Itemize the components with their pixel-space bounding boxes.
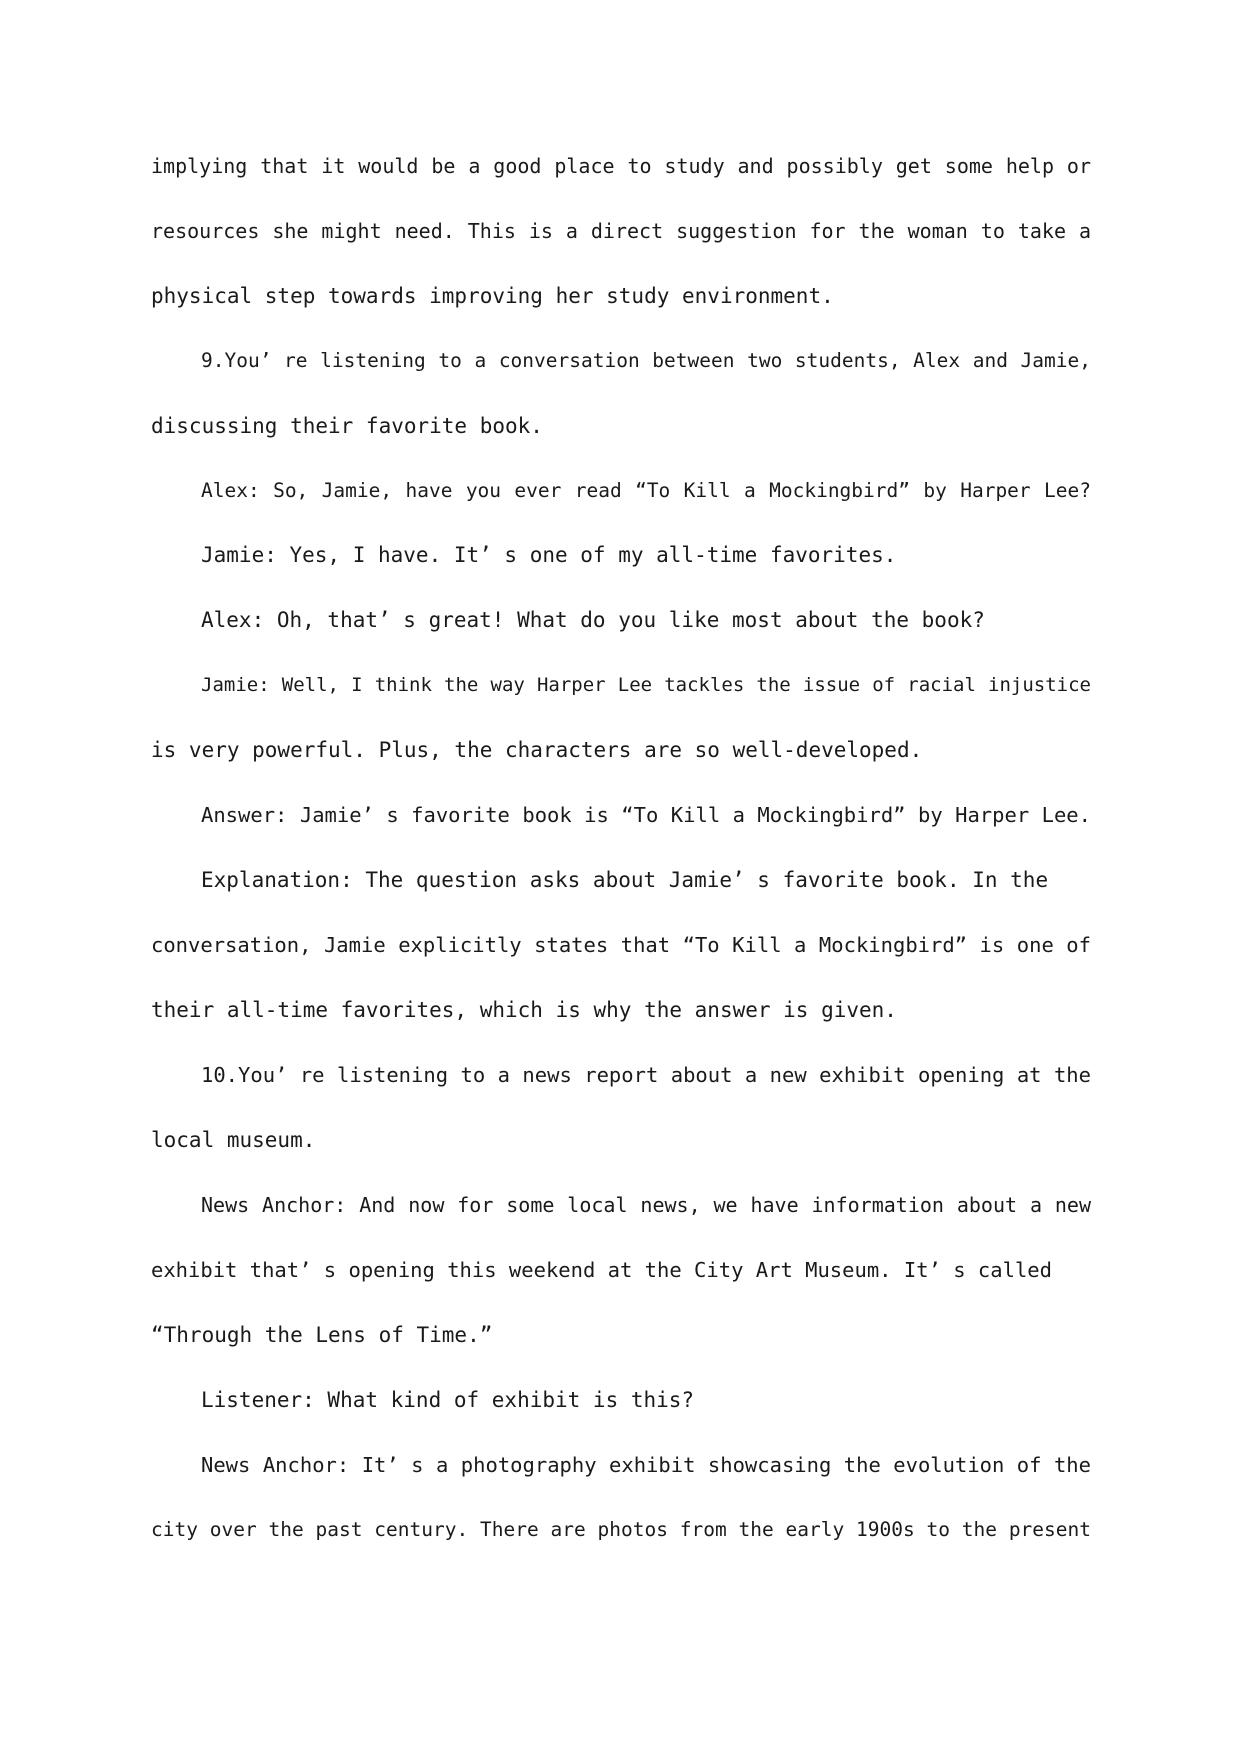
text-line: local museum. (151, 1128, 316, 1152)
dialogue-line: is very powerful. Plus, the characters are so well-developed. (151, 738, 923, 762)
answer-line: Answer: Jamie’ s favorite book is “To Kill a Mockingbird” by Harper Lee. (201, 803, 1091, 827)
dialogue-line: exhibit that’ s opening this weekend at the City Art Museum. It’ s called (151, 1258, 1052, 1282)
explanation-line: Explanation: The question asks about Jamie’ s favorite book. In the (201, 868, 1049, 892)
text-line: physical step towards improving her study environment. (151, 284, 834, 308)
dialogue-line: Jamie: Yes, I have. It’ s one of my all-time favorites. (201, 543, 897, 567)
question-9-intro: 9.You’ re listening to a conversation between two students, Alex and Jamie, (201, 349, 1091, 372)
text-line: resources she might need. This is a direct suggestion for the woman to take a (151, 219, 1091, 243)
text-line: discussing their favorite book. (151, 414, 543, 438)
dialogue-line: News Anchor: And now for some local news, we have information about a new (201, 1193, 1091, 1217)
text-line: “Through the Lens of Time.” (151, 1323, 493, 1347)
text-line: their all-time favorites, which is why the answer is given. (151, 998, 897, 1022)
text-line: conversation, Jamie explicitly states that “To Kill a Mockingbird” is one of (151, 933, 1091, 957)
text-line: implying that it would be a good place to study and possibly get some help or (151, 154, 1091, 178)
text-line: city over the past century. There are photos from the early 1900s to the present (151, 1518, 1091, 1541)
dialogue-line: News Anchor: It’ s a photography exhibit showcasing the evolution of the (201, 1453, 1091, 1477)
dialogue-line: Jamie: Well, I think the way Harper Lee tackles the issue of racial injustice (201, 674, 1091, 696)
dialogue-line: Listener: What kind of exhibit is this? (201, 1388, 695, 1412)
dialogue-line: Alex: So, Jamie, have you ever read “To Kill a Mockingbird” by Harper Lee? (201, 479, 1091, 502)
dialogue-line: Alex: Oh, that’ s great! What do you like most about the book? (201, 608, 985, 632)
question-10-intro: 10.You’ re listening to a news report about a new exhibit opening at the (201, 1063, 1091, 1087)
